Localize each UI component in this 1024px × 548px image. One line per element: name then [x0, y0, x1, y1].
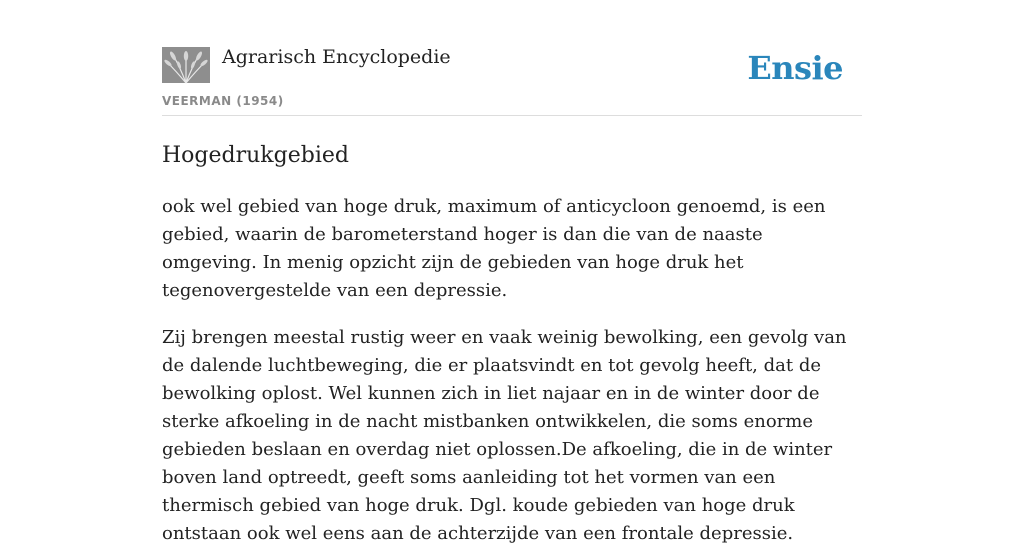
- author-label: VEERMAN (1954): [162, 94, 284, 108]
- article-paragraph: ook wel gebied van hoge druk, maximum of anticycloon genoemd, is een gebied, waarin de barometerstand hoger is dan die van de naaste omgeving. In menig opzicht zijn de gebieden van hoge druk het tegenovergestelde van een depressie.: [162, 196, 826, 301]
- article-header: [162, 40, 862, 116]
- article-container: [162, 40, 862, 548]
- source-title[interactable]: Agrarisch Encyclopedie: [222, 46, 451, 68]
- article-paragraph: Zij brengen meestal rustig weer en vaak weinig bewolking, een gevolg van de dalende luchtbeweging, die er plaatsvindt en tot gevolg heeft, dat de bewolking oplost. Wel kunnen zich in liet najaar en in de winter door de sterke afkoeling in de nacht mistbanken ontwikkelen, die soms enorme gebieden beslaan en overdag niet oplossen.De afkoeling, die in de winter boven land optreedt, geeft soms aanleiding tot het vormen van een thermisch gebied van hoge druk. Dgl. koude gebieden van hoge druk ontstaan ook wel eens aan de achterzijde van een frontale depressie.: [162, 327, 847, 544]
- article-body: [162, 193, 862, 548]
- article-title: Hogedrukgebied: [162, 143, 349, 168]
- brand-logo-link[interactable]: Ensie: [747, 49, 843, 87]
- wheat-icon[interactable]: [162, 47, 210, 83]
